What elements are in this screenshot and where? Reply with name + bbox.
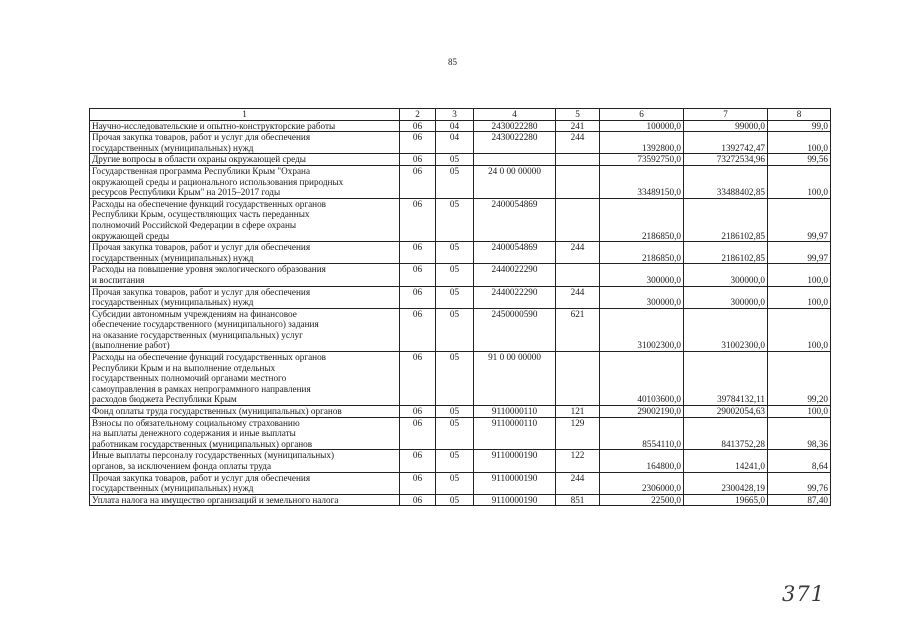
subsection-code-cell: 04: [436, 132, 474, 154]
target-article-cell: 2400054869: [474, 198, 556, 241]
expense-name-cell: Взносы по обязательному социальному страхованию на выплаты денежного содержания и иные выплаты работникам государственных (муниципальных) органов: [90, 417, 400, 450]
expense-type-cell: 621: [556, 308, 600, 351]
executed-amount-cell: 39784132,11: [684, 352, 768, 406]
execution-percent-cell: 100,0: [768, 165, 831, 198]
subsection-code-cell: 05: [436, 242, 474, 264]
subsection-code-cell: 05: [436, 308, 474, 351]
execution-percent-cell: 100,0: [768, 308, 831, 351]
page-number: 85: [448, 57, 457, 67]
section-code-cell: 06: [400, 308, 436, 351]
planned-amount-cell: 2306000,0: [600, 472, 684, 494]
executed-amount-cell: 73272534,96: [684, 154, 768, 166]
executed-amount-cell: 14241,0: [684, 450, 768, 472]
target-article-cell: 2440022290: [474, 264, 556, 286]
target-article-cell: [474, 154, 556, 166]
target-article-cell: 9110000190: [474, 494, 556, 506]
planned-amount-cell: 8554110,0: [600, 417, 684, 450]
expense-type-cell: 241: [556, 120, 600, 132]
table-row: [90, 242, 831, 264]
planned-amount-cell: 100000,0: [600, 120, 684, 132]
planned-amount-cell: 31002300,0: [600, 308, 684, 351]
target-article-cell: 2400054869: [474, 242, 556, 264]
section-code-cell: 06: [400, 120, 436, 132]
section-code-cell: 06: [400, 242, 436, 264]
executed-amount-cell: 300000,0: [684, 264, 768, 286]
execution-percent-cell: 99,20: [768, 352, 831, 406]
subsection-code-cell: 04: [436, 120, 474, 132]
target-article-cell: 24 0 00 00000: [474, 165, 556, 198]
table-row: [90, 165, 831, 198]
section-code-cell: 06: [400, 198, 436, 241]
planned-amount-cell: 164800,0: [600, 450, 684, 472]
executed-amount-cell: 2186102,85: [684, 242, 768, 264]
subsection-code-cell: 05: [436, 264, 474, 286]
header-cell: 6: [600, 109, 684, 121]
target-article-cell: 2450000590: [474, 308, 556, 351]
subsection-code-cell: 05: [436, 406, 474, 418]
target-article-cell: 9110000190: [474, 450, 556, 472]
executed-amount-cell: 1392742,47: [684, 132, 768, 154]
expense-type-cell: 244: [556, 242, 600, 264]
table-row: [90, 494, 831, 506]
expense-type-cell: [556, 352, 600, 406]
table-row: [90, 308, 831, 351]
table-row: [90, 120, 831, 132]
executed-amount-cell: 8413752,28: [684, 417, 768, 450]
subsection-code-cell: 05: [436, 352, 474, 406]
target-article-cell: 9110000190: [474, 472, 556, 494]
target-article-cell: 91 0 00 00000: [474, 352, 556, 406]
planned-amount-cell: 2186850,0: [600, 242, 684, 264]
executed-amount-cell: 19665,0: [684, 494, 768, 506]
expense-name-cell: Другие вопросы в области охраны окружающей среды: [90, 154, 400, 166]
executed-amount-cell: 29002054,63: [684, 406, 768, 418]
execution-percent-cell: 99,97: [768, 198, 831, 241]
section-code-cell: 06: [400, 132, 436, 154]
expense-name-cell: Уплата налога на имущество организаций и земельного налога: [90, 494, 400, 506]
header-cell: 2: [400, 109, 436, 121]
execution-percent-cell: 100,0: [768, 406, 831, 418]
header-cell: 8: [768, 109, 831, 121]
table-row: [90, 406, 831, 418]
expense-type-cell: [556, 264, 600, 286]
executed-amount-cell: 99000,0: [684, 120, 768, 132]
execution-percent-cell: 8,64: [768, 450, 831, 472]
target-article-cell: 2430022280: [474, 132, 556, 154]
expense-type-cell: 244: [556, 132, 600, 154]
expense-name-cell: Прочая закупка товаров, работ и услуг для обеспечения государственных (муниципальных) нужд: [90, 286, 400, 308]
executed-amount-cell: 33488402,85: [684, 165, 768, 198]
budget-table: [89, 108, 831, 506]
planned-amount-cell: 73592750,0: [600, 154, 684, 166]
expense-name-cell: Субсидии автономным учреждениям на финансовое обеспечение государственного (муниципального) задания на оказание государственных (муниципальных) услуг (выполнение работ): [90, 308, 400, 351]
expense-type-cell: [556, 198, 600, 241]
planned-amount-cell: 29002190,0: [600, 406, 684, 418]
executed-amount-cell: 2186102,85: [684, 198, 768, 241]
section-code-cell: 06: [400, 264, 436, 286]
expense-name-cell: Прочая закупка товаров, работ и услуг для обеспечения государственных (муниципальных) нужд: [90, 472, 400, 494]
planned-amount-cell: 22500,0: [600, 494, 684, 506]
expense-name-cell: Расходы на повышение уровня экологического образования и воспитания: [90, 264, 400, 286]
section-code-cell: 06: [400, 352, 436, 406]
expense-type-cell: 122: [556, 450, 600, 472]
subsection-code-cell: 05: [436, 154, 474, 166]
expense-type-cell: 121: [556, 406, 600, 418]
header-cell: 4: [474, 109, 556, 121]
execution-percent-cell: 99,0: [768, 120, 831, 132]
expense-type-cell: 129: [556, 417, 600, 450]
section-code-cell: 06: [400, 154, 436, 166]
executed-amount-cell: 31002300,0: [684, 308, 768, 351]
planned-amount-cell: 300000,0: [600, 264, 684, 286]
section-code-cell: 06: [400, 417, 436, 450]
execution-percent-cell: 99,76: [768, 472, 831, 494]
execution-percent-cell: 87,40: [768, 494, 831, 506]
executed-amount-cell: 2300428,19: [684, 472, 768, 494]
execution-percent-cell: 100,0: [768, 264, 831, 286]
planned-amount-cell: 33489150,0: [600, 165, 684, 198]
expense-type-cell: [556, 154, 600, 166]
target-article-cell: 9110000110: [474, 417, 556, 450]
table-row: [90, 154, 831, 166]
table-row: [90, 264, 831, 286]
subsection-code-cell: 05: [436, 494, 474, 506]
table-row: [90, 417, 831, 450]
planned-amount-cell: 2186850,0: [600, 198, 684, 241]
expense-name-cell: Прочая закупка товаров, работ и услуг для обеспечения государственных (муниципальных) нужд: [90, 242, 400, 264]
subsection-code-cell: 05: [436, 286, 474, 308]
expense-name-cell: Научно-исследовательские и опытно-конструкторские работы: [90, 120, 400, 132]
header-cell: 5: [556, 109, 600, 121]
expense-type-cell: 851: [556, 494, 600, 506]
target-article-cell: 2440022290: [474, 286, 556, 308]
target-article-cell: 9110000110: [474, 406, 556, 418]
header-cell: 7: [684, 109, 768, 121]
section-code-cell: 06: [400, 450, 436, 472]
section-code-cell: 06: [400, 494, 436, 506]
table-row: [90, 286, 831, 308]
executed-amount-cell: 300000,0: [684, 286, 768, 308]
execution-percent-cell: 100,0: [768, 132, 831, 154]
expense-type-cell: 244: [556, 286, 600, 308]
planned-amount-cell: 1392800,0: [600, 132, 684, 154]
execution-percent-cell: 99,56: [768, 154, 831, 166]
planned-amount-cell: 40103600,0: [600, 352, 684, 406]
table-header-row: [90, 109, 831, 121]
execution-percent-cell: 99,97: [768, 242, 831, 264]
target-article-cell: 2430022280: [474, 120, 556, 132]
expense-name-cell: Расходы на обеспечение функций государственных органов Республики Крым и на выполнение отдельных государственных полномочий органами местного самоуправления в рамках непрограммного направления расходов бюджета Республики Крым: [90, 352, 400, 406]
section-code-cell: 06: [400, 286, 436, 308]
expense-name-cell: Государственная программа Республики Крым "Охрана окружающей среды и рационального использования природных ресурсов Республики Крым" на 2015–2017 годы: [90, 165, 400, 198]
expense-name-cell: Расходы на обеспечение функций государственных органов Республики Крым, осуществляющих часть переданных полномочий Российской Федерации в сфере охраны окружающей среды: [90, 198, 400, 241]
section-code-cell: 06: [400, 472, 436, 494]
expense-name-cell: Прочая закупка товаров, работ и услуг для обеспечения государственных (муниципальных) нужд: [90, 132, 400, 154]
table-row: [90, 198, 831, 241]
expense-type-cell: [556, 165, 600, 198]
subsection-code-cell: 05: [436, 472, 474, 494]
table-row: [90, 450, 831, 472]
header-cell: 3: [436, 109, 474, 121]
execution-percent-cell: 98,36: [768, 417, 831, 450]
handwritten-page-number: 371: [782, 582, 826, 606]
subsection-code-cell: 05: [436, 198, 474, 241]
table-row: [90, 352, 831, 406]
expense-type-cell: 244: [556, 472, 600, 494]
table-row: [90, 472, 831, 494]
section-code-cell: 06: [400, 406, 436, 418]
expense-name-cell: Иные выплаты персоналу государственных (муниципальных) органов, за исключением фонда оплаты труда: [90, 450, 400, 472]
subsection-code-cell: 05: [436, 165, 474, 198]
subsection-code-cell: 05: [436, 450, 474, 472]
execution-percent-cell: 100,0: [768, 286, 831, 308]
table-row: [90, 132, 831, 154]
planned-amount-cell: 300000,0: [600, 286, 684, 308]
section-code-cell: 06: [400, 165, 436, 198]
subsection-code-cell: 05: [436, 417, 474, 450]
expense-name-cell: Фонд оплаты труда государственных (муниципальных) органов: [90, 406, 400, 418]
header-cell: 1: [90, 109, 400, 121]
